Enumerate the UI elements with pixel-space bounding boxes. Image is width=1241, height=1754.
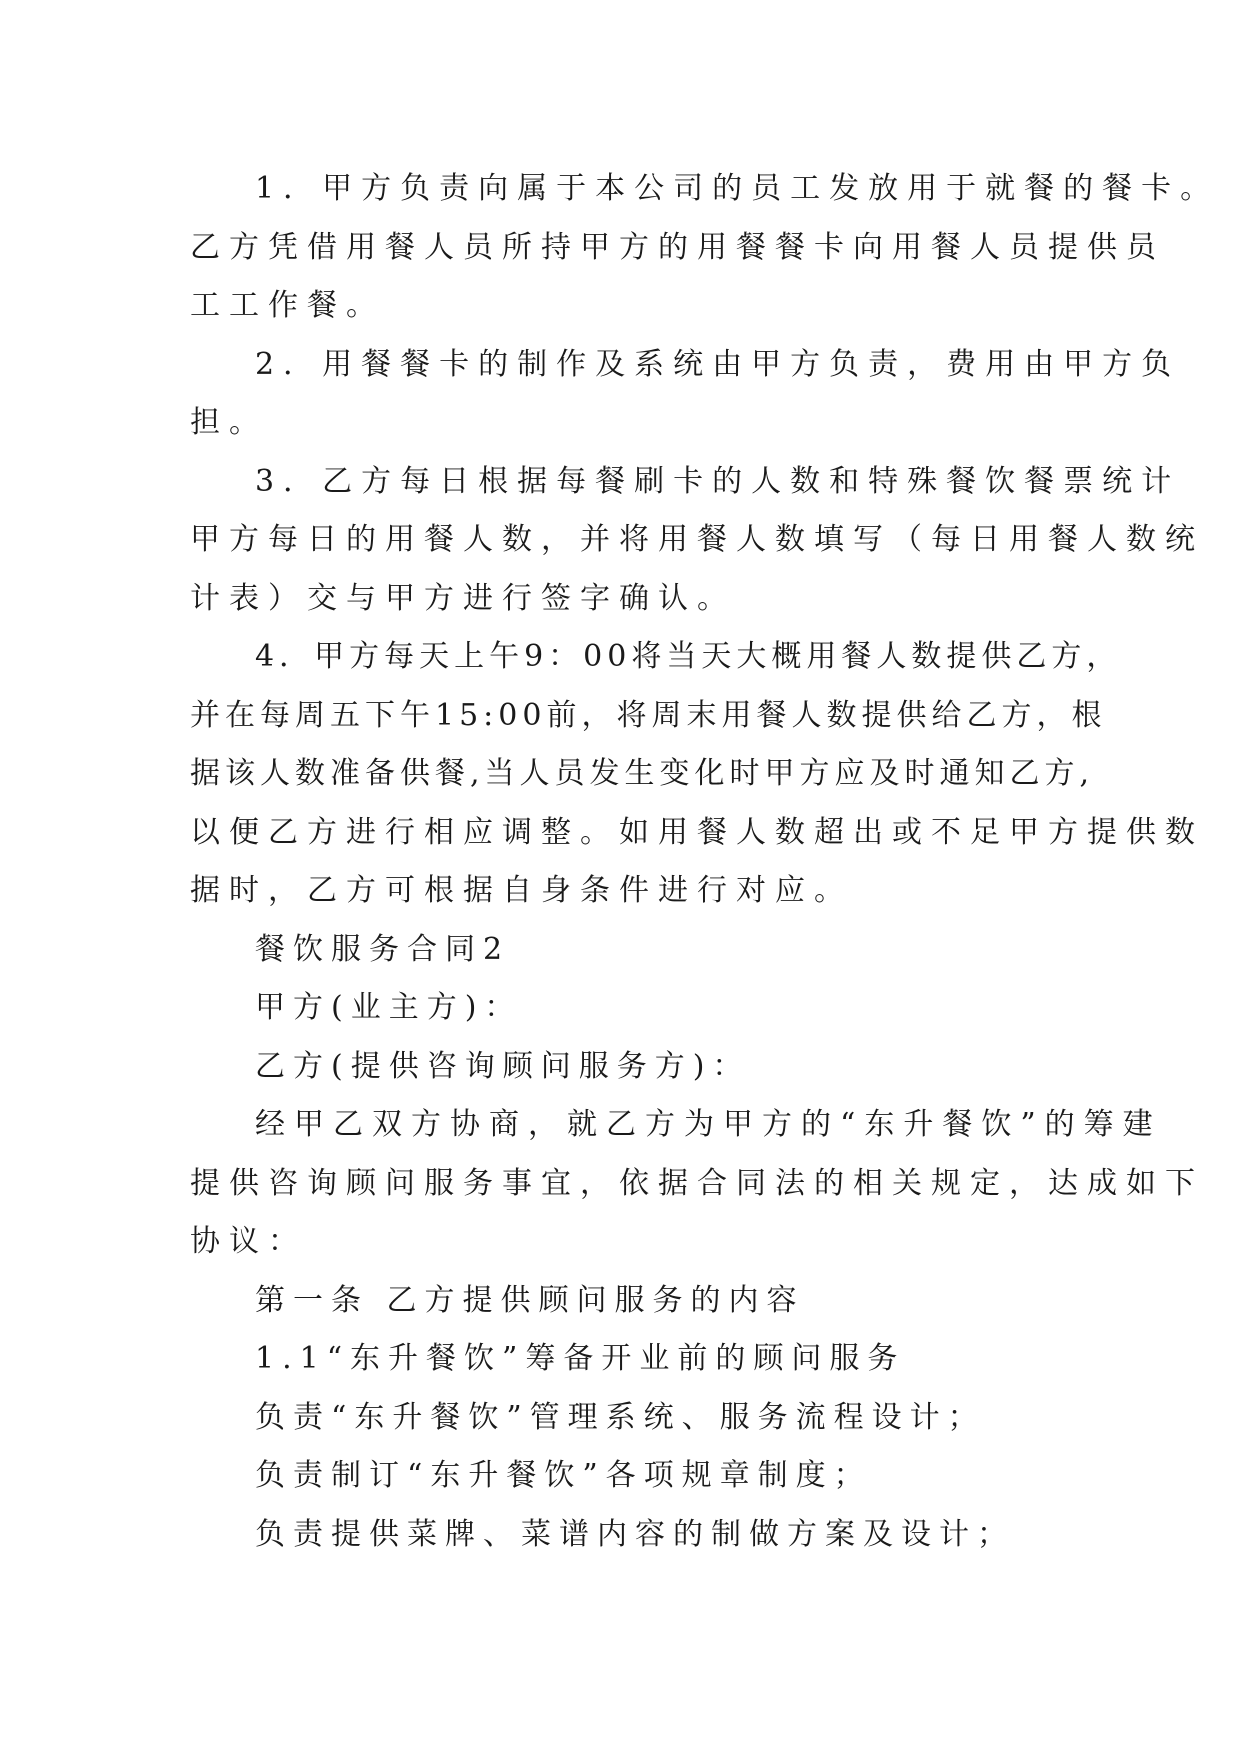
paragraph-line: 工工作餐。 [190, 288, 385, 323]
paragraph-line: 乙方凭借用餐人员所持甲方的用餐餐卡向用餐人员提供员 [190, 229, 1165, 265]
document-body [190, 160, 1220, 1564]
party-a-line: 甲方(业主方)： [255, 990, 523, 1025]
list-item: 负责“东升餐饮”管理系统、服务流程设计； [255, 1399, 986, 1435]
paragraph-line: 2．用餐餐卡的制作及系统由甲方负责，费用由甲方负 [255, 346, 1181, 382]
paragraph-line: 以便乙方进行相应调整。如用餐人数超出或不足甲方提供数 [190, 814, 1204, 850]
paragraph-line: 计表）交与甲方进行签字确认。 [190, 580, 736, 616]
paragraph-line: 担。 [190, 405, 268, 440]
paragraph-line: 并在每周五下午15:00前，将周末用餐人数提供给乙方，根 [190, 697, 1107, 733]
paragraph-line: 协议： [190, 1224, 307, 1259]
clause-heading: 1.1“东升餐饮”筹备开业前的顾问服务 [255, 1341, 906, 1376]
paragraph-line: 经甲乙双方协商，就乙方为甲方的“东升餐饮”的筹建 [255, 1107, 1162, 1142]
party-b-line: 乙方(提供咨询顾问服务方)： [255, 1048, 751, 1084]
article-heading: 第一条 乙方提供顾问服务的内容 [255, 1282, 805, 1318]
paragraph-line: 据该人数准备供餐,当人员发生变化时甲方应及时通知乙方, [190, 756, 1095, 791]
paragraph-line: 1．甲方负责向属于本公司的员工发放用于就餐的餐卡。 [255, 171, 1220, 206]
list-item: 负责提供菜牌、菜谱内容的制做方案及设计； [255, 1516, 1015, 1552]
paragraph-line: 甲方每日的用餐人数，并将用餐人数填写（每日用餐人数统 [190, 522, 1204, 557]
paragraph-line: 据时，乙方可根据自身条件进行对应。 [190, 873, 853, 908]
paragraph-line: 4．甲方每天上午9：00将当天大概用餐人数提供乙方， [255, 639, 1122, 674]
list-item: 负责制订“东升餐饮”各项规章制度； [255, 1458, 872, 1493]
section-heading: 餐饮服务合同2 [255, 931, 511, 967]
paragraph-line: 提供咨询顾问服务事宜，依据合同法的相关规定，达成如下 [190, 1165, 1204, 1201]
paragraph-line: 3．乙方每日根据每餐刷卡的人数和特殊餐饮餐票统计 [255, 463, 1181, 499]
